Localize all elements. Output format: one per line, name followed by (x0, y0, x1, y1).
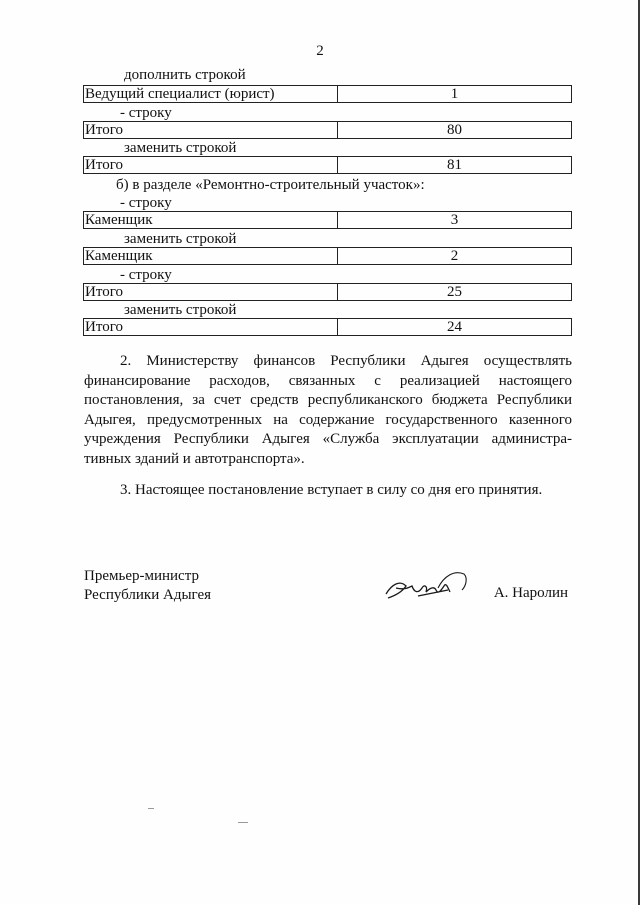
signatory-name: А. Наролин (493, 585, 568, 601)
row-name: Итого (84, 319, 338, 335)
paragraph-3: 3. Настоящее постановление вступает в силу со дня его принятия. (120, 482, 543, 498)
row-name: Итого (84, 157, 338, 173)
table-row (83, 156, 572, 174)
instruction-text: заменить строкой (124, 231, 237, 247)
instruction-text: - строку (120, 195, 172, 211)
row-name: Каменщик (84, 248, 338, 264)
instruction-text: дополнить строкой (124, 67, 246, 83)
row-value: 80 (447, 122, 462, 138)
signatory-title-line1: Премьер-министр (84, 568, 199, 584)
row-name: Итого (84, 284, 338, 300)
scan-speck (148, 808, 154, 809)
row-name: Ведущий специалист (юрист) (84, 86, 338, 102)
row-value: 25 (447, 284, 462, 300)
row-name: Итого (84, 122, 338, 138)
table-row (83, 121, 572, 139)
handwritten-signature (378, 566, 473, 608)
row-value: 81 (447, 157, 462, 173)
row-value: 1 (450, 86, 459, 102)
table-row (83, 85, 572, 103)
row-value: 2 (450, 248, 459, 264)
table-row (83, 247, 572, 265)
row-value: 24 (447, 319, 462, 335)
instruction-text: заменить строкой (124, 140, 237, 156)
row-value: 3 (450, 212, 459, 228)
page-number: 2 (316, 43, 324, 59)
scan-speck (238, 822, 248, 823)
paragraph-2: 2. Министерству финансов Республики Адыгея осуществлять финансирование расходов, связанных с реализацией настоящего постановления, за счет средств республиканского бюджета Республики Адыгея, предусмотренных на содержание государственного казенного учреждения Республики Адыгея «Служба эксплуатации администра-тивных зданий и автотранспорта». (84, 353, 572, 467)
instruction-text: заменить строкой (124, 302, 237, 318)
signatory-title-line2: Республики Адыгея (84, 587, 212, 603)
instruction-text: - строку (120, 105, 172, 121)
instruction-text: - строку (120, 267, 172, 283)
signatory-title (84, 567, 211, 605)
table-row (83, 318, 572, 336)
section-heading: б) в разделе «Ремонтно-строительный участок»: (116, 177, 425, 193)
table-row (83, 283, 572, 301)
table-row (83, 211, 572, 229)
row-name: Каменщик (84, 212, 338, 228)
